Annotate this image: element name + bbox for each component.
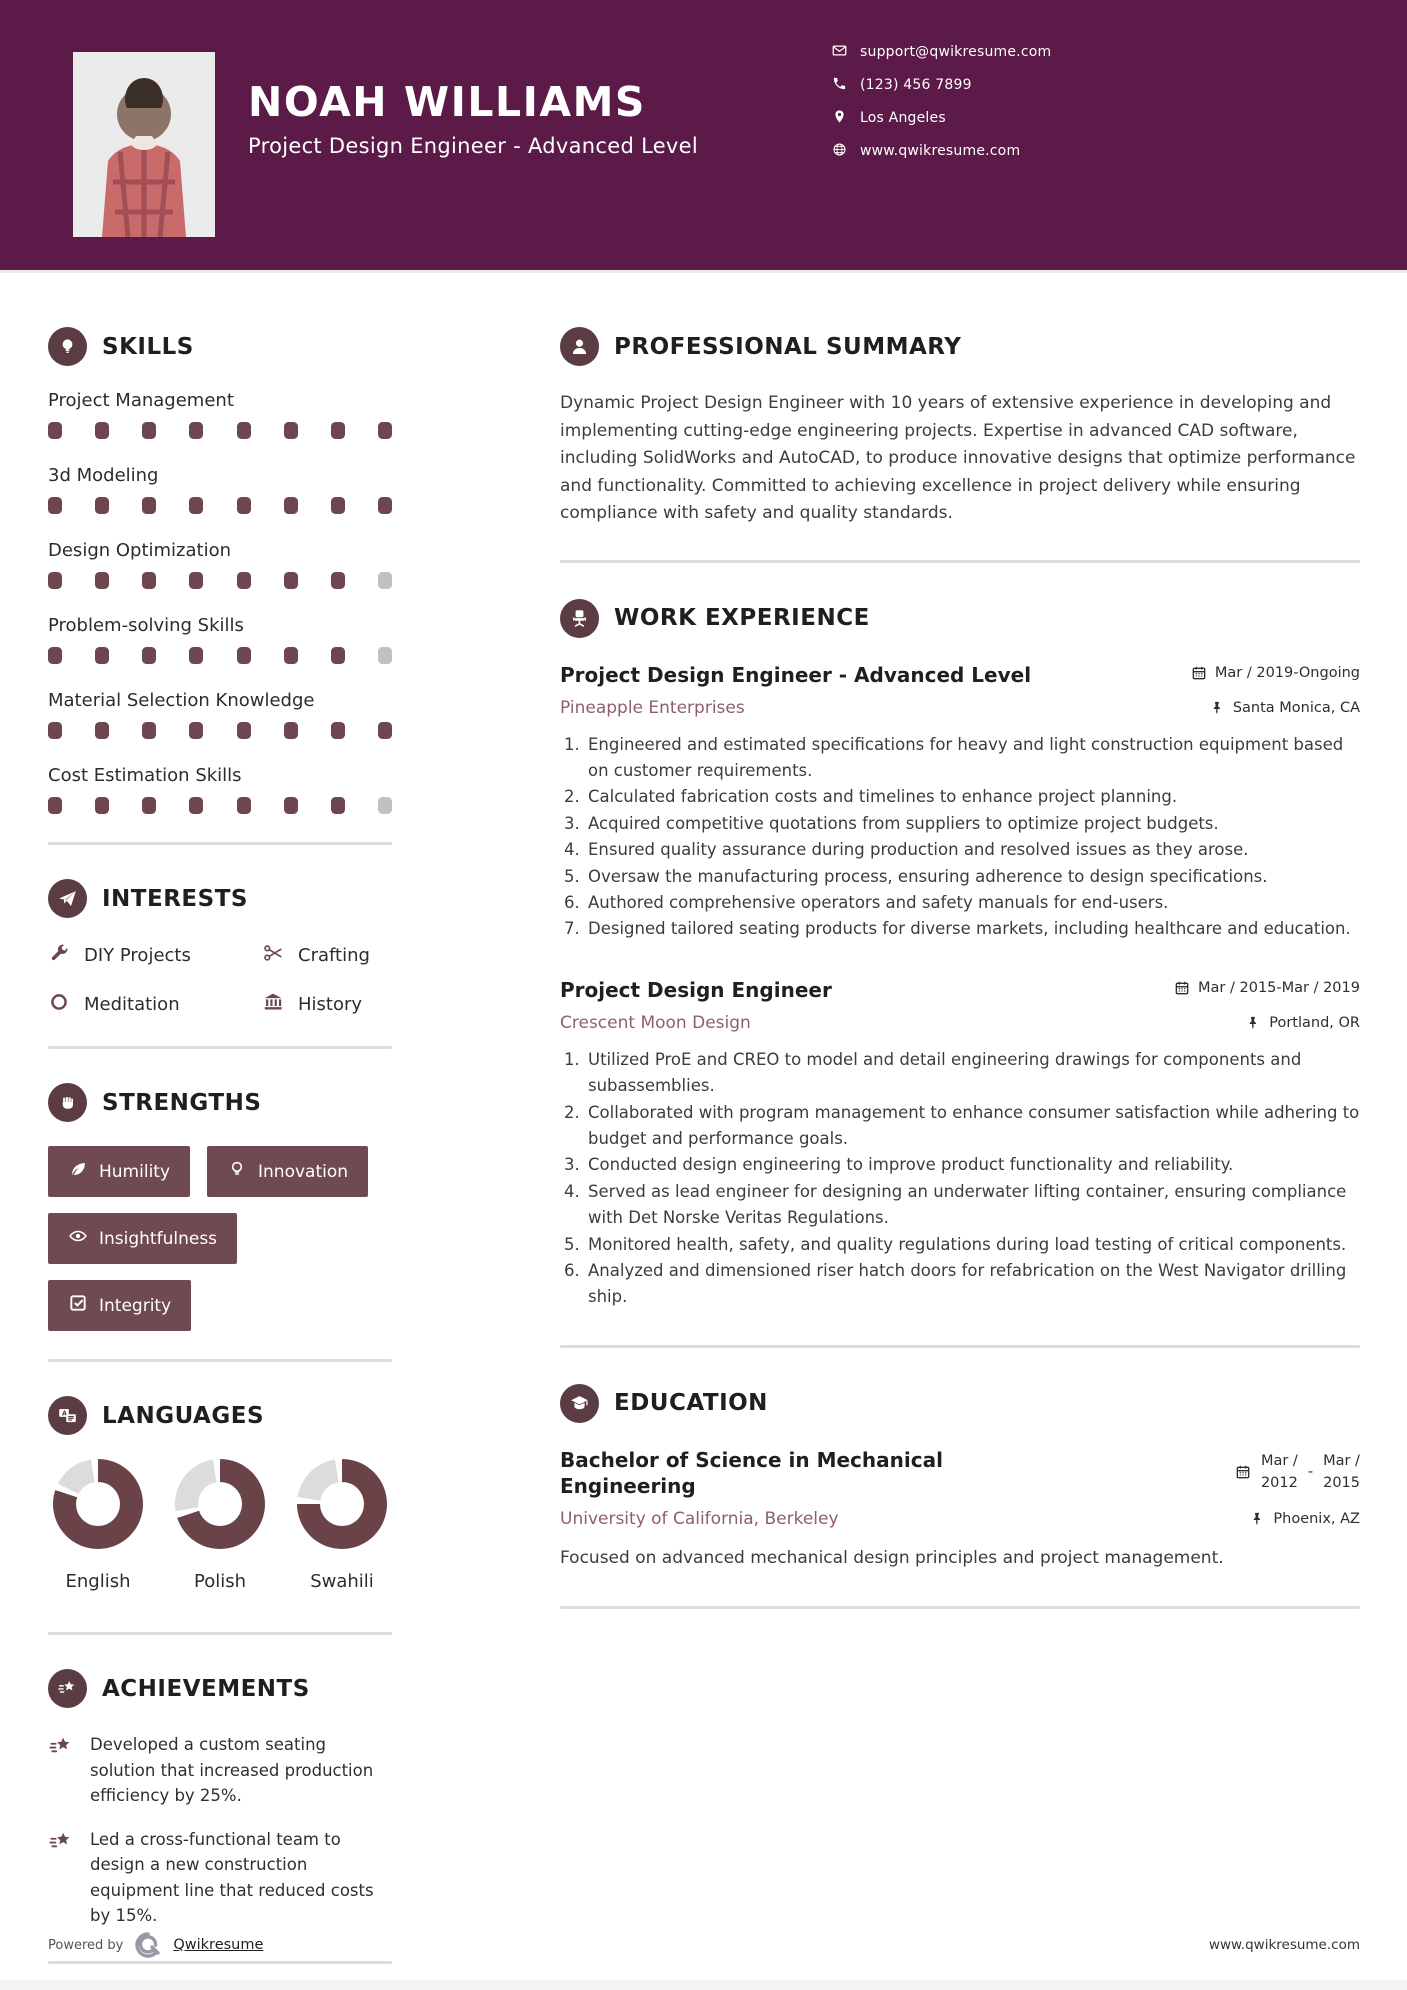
skill-dot <box>284 722 298 739</box>
contact-row[interactable] <box>832 108 1051 128</box>
skill-dot <box>95 422 109 439</box>
skill-dot <box>48 497 62 514</box>
contact-text: Los Angeles <box>860 110 946 126</box>
strength-label: Insightfulness <box>99 1228 218 1249</box>
skills-section <box>48 327 392 845</box>
job-bullet: 4. Ensured quality assurance during production and resolved issues as they arose. <box>585 837 1360 863</box>
job-entry <box>560 662 1360 943</box>
skill-item <box>48 765 392 814</box>
left-column <box>48 327 392 1990</box>
skill-rating <box>48 722 392 739</box>
user-icon <box>560 327 599 366</box>
skill-dot <box>378 497 392 514</box>
skill-dot <box>189 497 203 514</box>
divider <box>560 1606 1360 1609</box>
strength-label: Humility <box>99 1161 171 1182</box>
divider <box>48 1961 392 1964</box>
skill-dot <box>189 797 203 814</box>
skill-dot <box>237 572 251 589</box>
skill-dot <box>142 647 156 664</box>
company-name: Crescent Moon Design <box>560 1012 751 1033</box>
skill-dot <box>189 722 203 739</box>
skill-dot <box>237 797 251 814</box>
contact-text: support@qwikresume.com <box>860 44 1052 60</box>
powered-by-label: Powered by <box>48 1937 124 1953</box>
skill-item <box>48 390 392 439</box>
job-bullet: 3. Acquired competitive quotations from suppliers to optimize project budgets. <box>585 811 1360 837</box>
skill-dot <box>237 647 251 664</box>
strength-chip <box>48 1213 237 1264</box>
skill-dot <box>284 572 298 589</box>
skill-dot <box>142 497 156 514</box>
strength-label: Innovation <box>258 1161 349 1182</box>
skill-dot <box>331 647 345 664</box>
shooting-star-icon <box>48 1827 74 1929</box>
job-bullet: 1. Engineered and estimated specifications for heavy and light construction equipment based on customer requirements. <box>585 732 1360 785</box>
graduate-icon <box>560 1384 599 1423</box>
job-bullet: 6. Analyzed and dimensioned riser hatch doors for refabrication on the West Navigator drilling ship. <box>585 1258 1360 1311</box>
calendar-icon <box>1191 665 1207 681</box>
header-band <box>0 0 1407 273</box>
skill-dot <box>331 572 345 589</box>
skill-dot <box>284 797 298 814</box>
qwikresume-brand-link[interactable]: Qwikresume <box>173 1937 264 1953</box>
divider <box>560 560 1360 563</box>
translate-icon <box>48 1396 87 1435</box>
language-item <box>48 1459 148 1592</box>
fist-icon <box>48 1083 87 1122</box>
education-date: Mar / 2012 - Mar / 2015 <box>1235 1450 1360 1495</box>
identity-block <box>248 80 698 158</box>
job-entry <box>560 977 1360 1311</box>
shooting-star-icon <box>48 1732 74 1809</box>
job-bullet: 4. Served as lead engineer for designing an underwater lifting container, ensuring compliance with Det Norske Veritas Regulations. <box>585 1179 1360 1232</box>
achievement-text: Developed a custom seating solution that increased production efficiency by 25%. <box>90 1735 374 1806</box>
education-location: Phoenix, AZ <box>1249 1511 1360 1527</box>
contact-row[interactable] <box>832 42 1051 62</box>
leaf-icon <box>68 1159 88 1184</box>
divider <box>560 1345 1360 1348</box>
skill-dot <box>48 722 62 739</box>
section-title: INTERESTS <box>102 885 248 912</box>
skill-rating <box>48 497 392 514</box>
skill-rating <box>48 422 392 439</box>
interest-item <box>262 991 392 1018</box>
globe-icon <box>832 142 847 161</box>
section-title: EDUCATION <box>614 1390 768 1417</box>
job-date: Mar / 2019-Ongoing <box>1191 665 1360 681</box>
divider <box>48 1632 392 1635</box>
experience-section <box>560 599 1360 1348</box>
location-icon <box>832 109 847 128</box>
skill-name: Problem-solving Skills <box>48 615 244 636</box>
section-title: STRENGTHS <box>102 1089 262 1116</box>
job-bullet: 6. Authored comprehensive operators and safety manuals for end-users. <box>585 890 1360 916</box>
profile-photo <box>73 52 215 237</box>
strength-label: Integrity <box>99 1295 172 1316</box>
skill-name: Material Selection Knowledge <box>48 690 315 711</box>
contact-text: www.qwikresume.com <box>860 143 1021 159</box>
skill-dot <box>331 422 345 439</box>
shooting-star-icon <box>48 1669 87 1708</box>
lightbulb-icon <box>48 327 87 366</box>
strengths-section <box>48 1083 392 1362</box>
skill-dot <box>237 722 251 739</box>
strength-chip <box>48 1146 190 1197</box>
skill-dot <box>142 722 156 739</box>
interest-label: DIY Projects <box>84 945 191 966</box>
divider <box>48 1359 392 1362</box>
skill-dot <box>95 572 109 589</box>
skill-dot <box>284 647 298 664</box>
scissors-icon <box>262 942 284 969</box>
contact-list <box>832 42 1051 174</box>
office-chair-icon <box>560 599 599 638</box>
skill-dot <box>284 497 298 514</box>
language-donut-chart <box>297 1459 387 1549</box>
skill-dot <box>284 422 298 439</box>
summary-text: Dynamic Project Design Engineer with 10 years of extensive experience in developing and implementing cutting-edge engineering projects. Expertise in advanced CAD software, including SolidWorks and AutoCAD, to produce innovative designs that optimize performance and functionality. Committed to achieving excellence in project delivery while ensuring compliance with safety and quality standards. <box>560 393 1356 524</box>
divider <box>48 1046 392 1049</box>
bulb-icon <box>227 1159 247 1184</box>
contact-row[interactable] <box>832 141 1051 161</box>
section-title: PROFESSIONAL SUMMARY <box>614 333 962 360</box>
divider <box>48 842 392 845</box>
skill-item <box>48 690 392 739</box>
job-date: Mar / 2015-Mar / 2019 <box>1174 980 1360 996</box>
interest-item <box>48 942 262 969</box>
skill-dot <box>142 797 156 814</box>
skill-item <box>48 465 392 514</box>
language-label: Swahili <box>310 1571 374 1592</box>
job-bullet: 7. Designed tailored seating products for diverse markets, including healthcare and education. <box>585 916 1360 942</box>
job-bullet: 3. Conducted design engineering to improve product functionality and reliability. <box>585 1152 1360 1178</box>
bottom-strip <box>0 1980 1407 1990</box>
job-title: Project Design Engineer <box>560 977 832 1002</box>
skill-dot <box>331 722 345 739</box>
language-donut-chart <box>53 1459 143 1549</box>
achievements-section <box>48 1669 392 1964</box>
paper-plane-icon <box>48 879 87 918</box>
skill-dot <box>378 572 392 589</box>
skill-rating <box>48 647 392 664</box>
strength-chip <box>48 1280 191 1331</box>
footer <box>48 1930 1360 1960</box>
skill-dot <box>237 422 251 439</box>
achievement-item <box>48 1827 392 1929</box>
degree-title: Bachelor of Science in Mechanical Engineering <box>560 1447 943 1498</box>
skill-dot <box>189 422 203 439</box>
skill-dot <box>331 797 345 814</box>
interests-section <box>48 879 392 1049</box>
languages-section <box>48 1396 392 1635</box>
interest-item <box>262 942 392 969</box>
person-title: Project Design Engineer - Advanced Level <box>248 134 698 159</box>
skill-dot <box>48 422 62 439</box>
skill-dot <box>189 572 203 589</box>
job-bullet: 1. Utilized ProE and CREO to model and detail engineering drawings for components and subassemblies. <box>585 1047 1360 1100</box>
skill-dot <box>378 722 392 739</box>
interest-label: Meditation <box>84 994 180 1015</box>
education-section <box>560 1384 1360 1610</box>
calendar-icon <box>1174 980 1190 996</box>
section-title: SKILLS <box>102 333 194 360</box>
check-icon <box>68 1293 88 1318</box>
wrench-icon <box>48 942 70 969</box>
language-label: English <box>65 1571 131 1592</box>
skill-dot <box>48 647 62 664</box>
footer-website[interactable]: www.qwikresume.com <box>1208 1937 1360 1953</box>
phone-icon <box>832 76 847 95</box>
skill-dot <box>378 422 392 439</box>
skill-name: 3d Modeling <box>48 465 159 486</box>
job-bullet: 2. Collaborated with program management to enhance consumer satisfaction while adhering to budget and performance goals. <box>585 1100 1360 1153</box>
interest-label: History <box>298 994 363 1015</box>
section-title: WORK EXPERIENCE <box>614 605 870 632</box>
skill-dot <box>378 647 392 664</box>
job-title: Project Design Engineer - Advanced Level <box>560 662 1032 687</box>
pushpin-icon <box>1249 1511 1265 1527</box>
job-location: Portland, OR <box>1245 1015 1360 1031</box>
content-area <box>0 273 1407 1990</box>
achievement-item <box>48 1732 392 1809</box>
skill-dot <box>142 572 156 589</box>
skill-name: Project Management <box>48 390 234 411</box>
skill-dot <box>378 797 392 814</box>
skill-rating <box>48 797 392 814</box>
skill-dot <box>237 497 251 514</box>
email-icon <box>832 43 847 62</box>
language-item <box>170 1459 270 1592</box>
skill-dot <box>48 572 62 589</box>
interest-item <box>48 991 262 1018</box>
language-label: Polish <box>193 1571 246 1592</box>
job-location: Santa Monica, CA <box>1209 700 1360 716</box>
school-name: University of California, Berkeley <box>560 1508 839 1529</box>
skill-dot <box>142 422 156 439</box>
ring-icon <box>48 991 70 1018</box>
pushpin-icon <box>1245 1015 1261 1031</box>
strength-chip <box>207 1146 368 1197</box>
section-title: ACHIEVEMENTS <box>102 1675 310 1702</box>
achievement-text: Led a cross-functional team to design a new construction equipment line that reduced costs by 15%. <box>90 1829 374 1926</box>
person-photo-placeholder <box>73 52 215 237</box>
skill-name: Cost Estimation Skills <box>48 765 242 786</box>
calendar-icon <box>1235 1464 1251 1480</box>
contact-text: (123) 456 7899 <box>860 77 972 93</box>
skill-dot <box>95 647 109 664</box>
company-name: Pineapple Enterprises <box>560 697 745 718</box>
section-title: LANGUAGES <box>102 1402 265 1429</box>
job-bullet: 2. Calculated fabrication costs and timelines to enhance project planning. <box>585 784 1360 810</box>
education-description: Focused on advanced mechanical design principles and project management. <box>560 1547 1224 1568</box>
skill-dot <box>331 497 345 514</box>
skill-dot <box>95 797 109 814</box>
skill-name: Design Optimization <box>48 540 232 561</box>
skill-dot <box>189 647 203 664</box>
skill-item <box>48 540 392 589</box>
person-name: NOAH WILLIAMS <box>248 78 646 126</box>
skill-dot <box>95 722 109 739</box>
summary-section <box>560 327 1360 563</box>
eye-icon <box>68 1226 88 1251</box>
job-bullet: 5. Oversaw the manufacturing process, ensuring adherence to design specifications. <box>585 864 1360 890</box>
language-donut-chart <box>175 1459 265 1549</box>
skill-rating <box>48 572 392 589</box>
language-item <box>292 1459 392 1592</box>
qwikresume-logo-icon <box>133 1930 163 1960</box>
contact-row[interactable] <box>832 75 1051 95</box>
right-column <box>560 327 1360 1990</box>
skill-item <box>48 615 392 664</box>
museum-icon <box>262 991 284 1018</box>
interest-label: Crafting <box>298 945 370 966</box>
skill-dot <box>95 497 109 514</box>
pushpin-icon <box>1209 700 1225 716</box>
skill-dot <box>48 797 62 814</box>
job-bullet: 5. Monitored health, safety, and quality regulations during load testing of critical components. <box>585 1232 1360 1258</box>
